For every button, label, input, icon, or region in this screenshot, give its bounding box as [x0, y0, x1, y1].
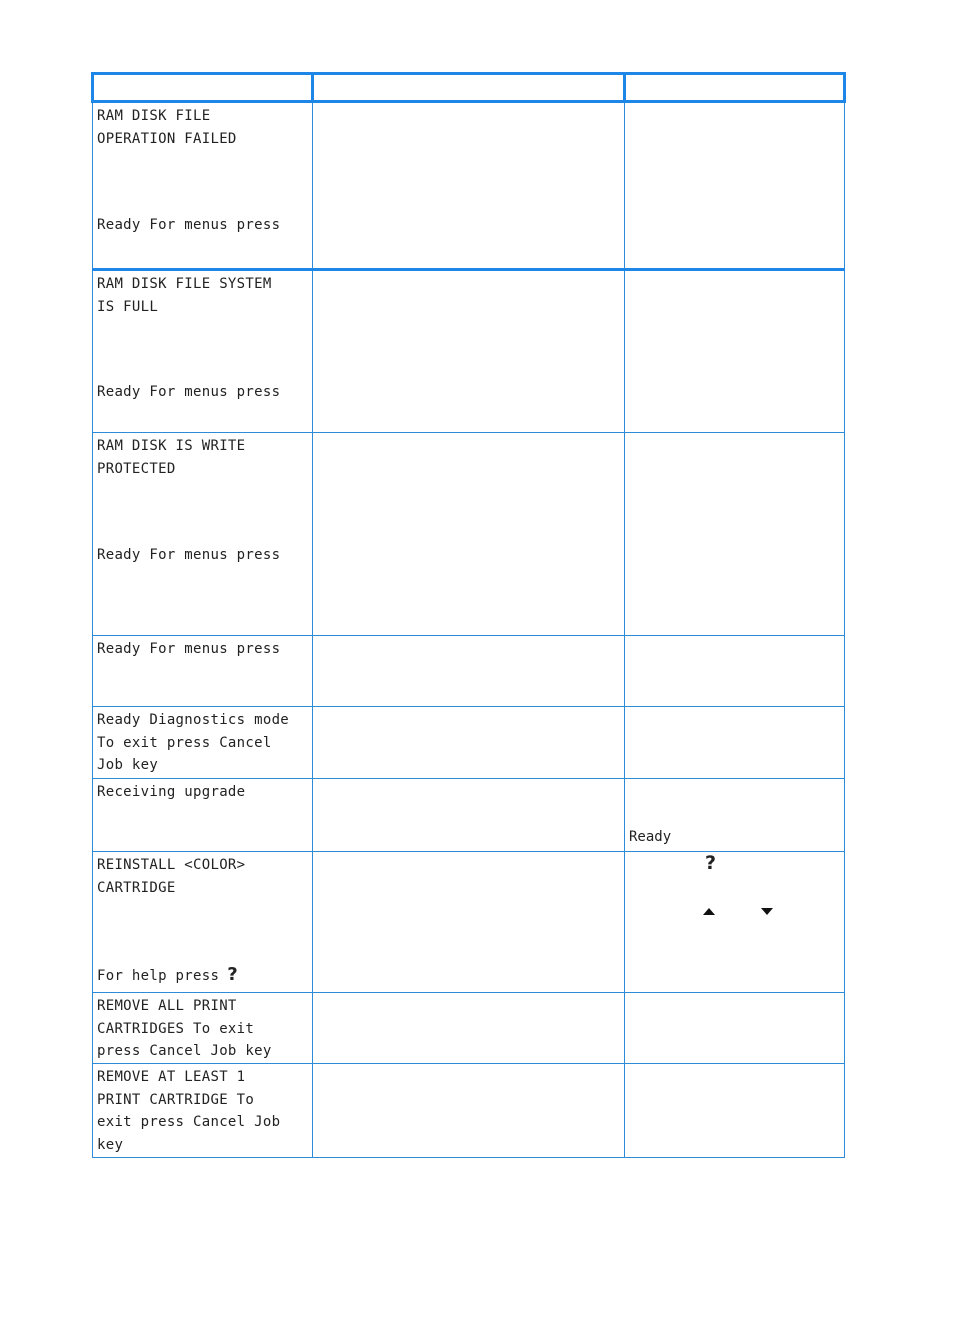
control-panel-messages-table	[91, 72, 846, 1158]
description-cell	[313, 636, 625, 707]
header-cell-message	[93, 74, 313, 102]
help-question-icon: ?	[227, 964, 238, 985]
message-subtext: Ready For menus press	[97, 547, 281, 563]
table-row	[93, 779, 845, 852]
description-cell	[313, 852, 625, 993]
description-cell	[313, 779, 625, 852]
action-cell	[625, 270, 845, 433]
table-row	[93, 636, 845, 707]
message-text: Ready For menus press	[97, 641, 281, 657]
description-cell	[313, 993, 625, 1064]
ready-label: Ready	[629, 829, 672, 845]
table-header-row	[93, 74, 845, 102]
message-cell	[93, 707, 313, 779]
up-arrow-icon	[703, 908, 715, 915]
action-cell	[625, 1064, 845, 1158]
message-text: RAM DISK FILE SYSTEM IS FULL	[97, 276, 272, 315]
table-row	[93, 270, 845, 433]
table-row	[93, 993, 845, 1064]
table-row	[93, 707, 845, 779]
message-cell	[93, 433, 313, 636]
message-subtext: Ready For menus press	[97, 217, 281, 233]
message-cell	[93, 993, 313, 1064]
message-subtext	[97, 964, 238, 987]
message-text: RAM DISK FILE OPERATION FAILED	[97, 108, 237, 147]
action-cell	[625, 102, 845, 270]
message-cell	[93, 102, 313, 270]
message-subtext: Ready For menus press	[97, 384, 281, 400]
description-cell	[313, 102, 625, 270]
help-question-icon: ?	[705, 852, 717, 874]
message-cell	[93, 852, 313, 993]
table-row	[93, 852, 845, 993]
action-cell	[625, 433, 845, 636]
description-cell	[313, 270, 625, 433]
action-cell	[625, 993, 845, 1064]
header-cell-action	[625, 74, 845, 102]
description-cell	[313, 1064, 625, 1158]
description-cell	[313, 707, 625, 779]
action-cell	[625, 779, 845, 852]
message-cell	[93, 636, 313, 707]
table-row	[93, 433, 845, 636]
description-cell	[313, 433, 625, 636]
message-cell	[93, 1064, 313, 1158]
message-cell	[93, 270, 313, 433]
message-text: REINSTALL <COLOR> CARTRIDGE	[97, 857, 246, 896]
table-row	[93, 1064, 845, 1158]
action-cell	[625, 636, 845, 707]
help-press-label: For help press	[97, 968, 220, 984]
header-cell-description	[313, 74, 625, 102]
table-row	[93, 102, 845, 270]
message-text: Ready Diagnostics mode To exit press Cancel Job key	[97, 712, 290, 773]
action-cell	[625, 852, 845, 993]
message-text: RAM DISK IS WRITE PROTECTED	[97, 438, 246, 477]
message-text: REMOVE AT LEAST 1 PRINT CARTRIDGE To exit press Cancel Job key	[97, 1069, 281, 1153]
message-text: REMOVE ALL PRINT CARTRIDGES To exit press Cancel Job key	[97, 998, 272, 1059]
action-cell	[625, 707, 845, 779]
message-cell	[93, 779, 313, 852]
message-text: Receiving upgrade	[97, 784, 246, 800]
down-arrow-icon	[761, 908, 773, 915]
